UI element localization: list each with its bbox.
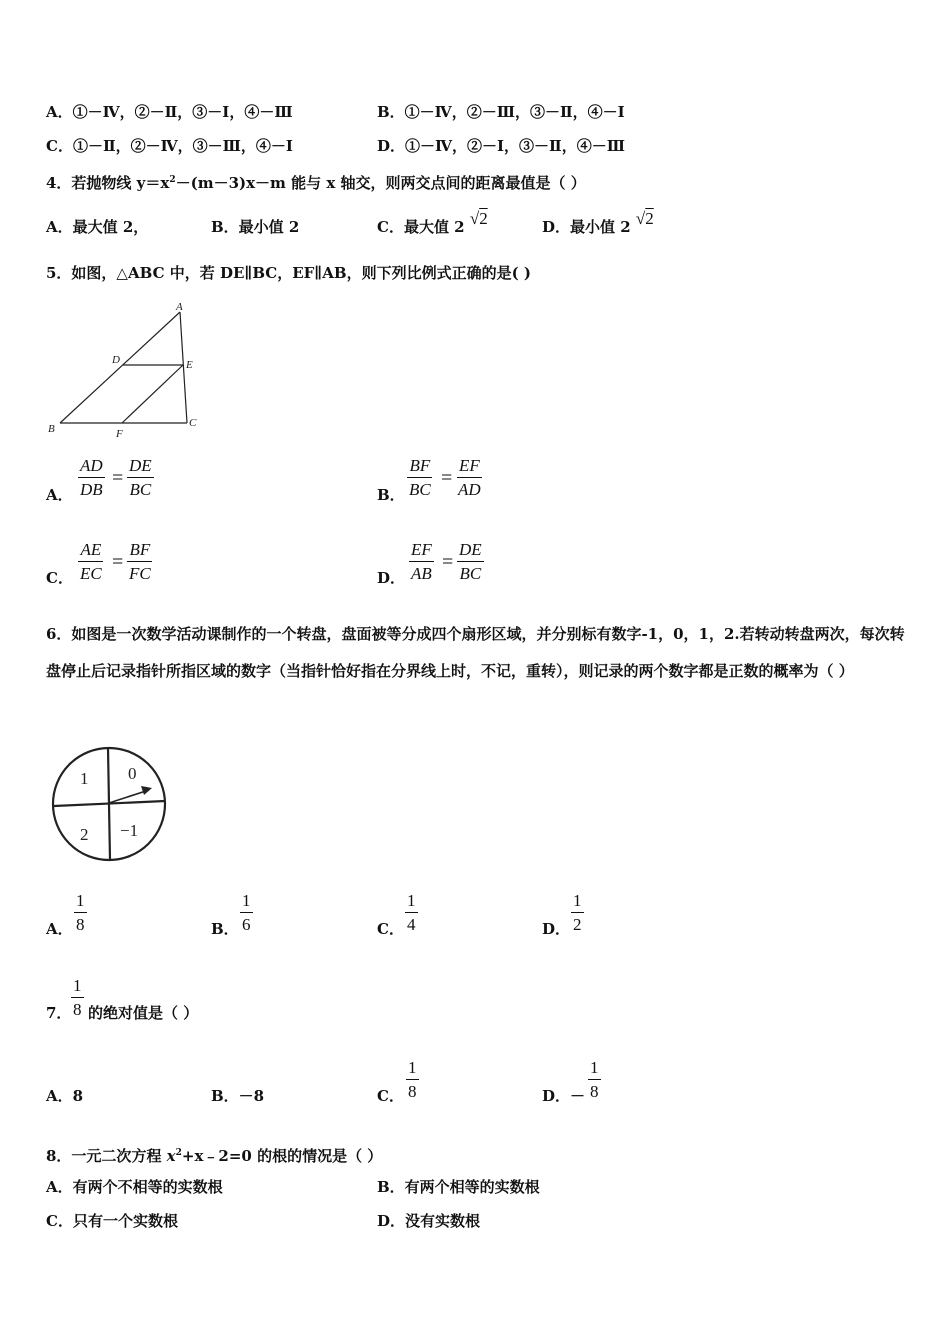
q5-option-d-frac1 xyxy=(409,540,434,583)
equals-sign: = xyxy=(441,467,453,489)
q5-option-c-label: C． xyxy=(46,569,73,587)
q4-option-d-radicand: 2 xyxy=(645,209,654,228)
q7-fraction xyxy=(71,976,84,1019)
frac-den: BC xyxy=(129,480,152,499)
q7-option-b: B．－8 xyxy=(211,1087,265,1105)
q5-option-b-frac1 xyxy=(407,456,433,499)
q6-option-b-frac xyxy=(240,891,253,934)
equals-sign: = xyxy=(112,551,124,573)
frac-num: 1 xyxy=(71,976,84,998)
side-ab xyxy=(60,312,180,423)
label-d: D xyxy=(112,354,120,366)
q4-option-a: A．最大值 2， xyxy=(46,218,149,236)
frac-den: 8 xyxy=(590,1082,599,1101)
q5-option-d-frac2 xyxy=(457,540,484,583)
q7-option-a: A．8 xyxy=(46,1087,84,1105)
frac-den: 2 xyxy=(573,915,582,934)
q8-variable: x xyxy=(166,1147,176,1165)
q5-option-c-frac1 xyxy=(78,540,104,583)
frac-num: 1 xyxy=(405,891,418,913)
label-c: C xyxy=(189,417,197,429)
pointer-arrowhead-icon xyxy=(141,786,152,795)
frac-den: 8 xyxy=(76,915,85,934)
label-f: F xyxy=(116,428,123,440)
q5-option-a-label: A． xyxy=(46,486,73,504)
frac-num: 1 xyxy=(406,1058,419,1080)
frac-num: 1 xyxy=(74,891,87,913)
q6-option-b-label: B． xyxy=(211,920,239,938)
frac-num: BF xyxy=(127,540,152,562)
frac-num: 1 xyxy=(588,1058,601,1080)
q8-option-b: B．有两个相等的实数根 xyxy=(377,1178,540,1196)
frac-den: DB xyxy=(80,480,103,499)
q8-stem xyxy=(46,1143,382,1166)
q5-option-b-frac2 xyxy=(456,456,483,499)
q5-option-a-frac1 xyxy=(78,456,105,499)
frac-den: BC xyxy=(409,480,431,499)
q4-option-c-sqrt: √2 xyxy=(469,209,488,228)
frac-den: 4 xyxy=(407,915,416,934)
q5-stem: 5．如图，△ABC 中，若 DE∥BC，EF∥AB，则下列比例式正确的是( ) xyxy=(46,264,531,282)
q4-option-d-text: D．最小值 2 xyxy=(542,218,631,236)
q8-option-d: D．没有实数根 xyxy=(377,1212,481,1230)
frac-num: AD xyxy=(78,456,105,478)
q6-option-d-label: D． xyxy=(542,920,571,938)
q3-option-d: D．①－Ⅳ，②－Ⅰ，③－Ⅱ，④－Ⅲ xyxy=(377,137,625,155)
frac-den: FC xyxy=(129,564,151,583)
spinner-label-1: 1 xyxy=(80,769,89,788)
q5-option-b-label: B． xyxy=(377,486,405,504)
q4-stem-part1: 4．若抛物线 y＝x xyxy=(46,174,170,192)
spinner-label-neg1: −1 xyxy=(120,821,139,840)
q6-option-a-frac xyxy=(74,891,87,934)
q7-option-d-frac xyxy=(588,1058,601,1101)
frac-den: 6 xyxy=(242,915,251,934)
frac-num: DE xyxy=(127,456,154,478)
q4-option-d-sqrt: √2 xyxy=(635,209,654,228)
equals-sign: = xyxy=(442,551,454,573)
frac-num: BF xyxy=(407,456,432,478)
q4-option-d xyxy=(542,209,654,237)
q3-option-c: C．①－Ⅱ，②－Ⅳ，③－Ⅲ，④－Ⅰ xyxy=(46,137,293,155)
q5-triangle-figure xyxy=(40,298,220,443)
spinner-label-0: 0 xyxy=(128,764,137,783)
q4-stem xyxy=(46,170,586,193)
q8-stem-part2: +x﹣2=0 的根的情况是（ ） xyxy=(181,1147,383,1165)
frac-den: AD xyxy=(458,480,481,499)
spinner-vertical-divider xyxy=(108,748,110,860)
q5-option-c-frac2 xyxy=(127,540,153,583)
label-b: B xyxy=(48,423,55,435)
spinner-label-2: 2 xyxy=(80,825,89,844)
q6-option-d-frac xyxy=(571,891,584,934)
segment-ef xyxy=(122,365,183,423)
q6-stem: 6．如图是一次数学活动课制作的一个转盘，盘面被等分成四个扇形区域，并分别标有数字-1，0，1，2.若转动转盘两次，每次转盘停止后记录指针所指区域的数字（当指针恰好指在分界线上时，不记，重转），则记录的两个数字都是正数的概率为（ ） xyxy=(46,625,905,680)
frac-den: 8 xyxy=(408,1082,417,1101)
frac-num: DE xyxy=(457,540,484,562)
q8-superscript: 2 xyxy=(175,1148,182,1158)
q4-option-c xyxy=(377,209,488,237)
frac-den: EC xyxy=(80,564,102,583)
frac-num: AE xyxy=(78,540,103,562)
frac-den: AB xyxy=(411,564,432,583)
q4-superscript: 2 xyxy=(169,175,176,185)
q5-option-a-frac2 xyxy=(127,456,154,499)
frac-den: BC xyxy=(459,564,482,583)
equals-sign: = xyxy=(112,467,124,489)
q6-option-c-label: C． xyxy=(377,920,404,938)
frac-num: 1 xyxy=(240,891,253,913)
q4-stem-part2: －(m－3)x－m 能与 x 轴交，则两交点间的距离最值是（ ） xyxy=(175,174,586,192)
frac-num: EF xyxy=(457,456,482,478)
q7-option-c-label: C． xyxy=(377,1087,404,1105)
frac-den: 8 xyxy=(73,1000,82,1019)
q3-option-a: A．①－Ⅳ，②－Ⅱ，③－Ⅰ，④－Ⅲ xyxy=(46,103,293,121)
q7-stem: 的绝对值是（ ） xyxy=(88,1004,199,1022)
q8-option-a: A．有两个不相等的实数根 xyxy=(46,1178,223,1196)
q5-option-d-label: D． xyxy=(377,569,406,587)
q4-option-b: B．最小值 2 xyxy=(211,218,300,236)
frac-num: 1 xyxy=(571,891,584,913)
q4-option-c-text: C．最大值 2 xyxy=(377,218,465,236)
q7-number: 7． xyxy=(46,1004,72,1022)
q6-option-c-frac xyxy=(405,891,418,934)
q6-spinner-figure xyxy=(48,746,172,868)
label-e: E xyxy=(186,359,193,371)
label-a: A xyxy=(176,301,183,313)
q8-stem-part1: 8．一元二次方程 xyxy=(46,1147,167,1165)
q3-option-b: B．①－Ⅳ，②－Ⅲ，③－Ⅱ，④－Ⅰ xyxy=(377,103,625,121)
q7-option-c-frac xyxy=(406,1058,419,1101)
q6-option-a-label: A． xyxy=(46,920,73,938)
q7-option-d-label: D．－ xyxy=(542,1087,586,1105)
q4-option-c-radicand: 2 xyxy=(479,209,488,228)
frac-num: EF xyxy=(409,540,434,562)
q8-option-c: C．只有一个实数根 xyxy=(46,1212,178,1230)
